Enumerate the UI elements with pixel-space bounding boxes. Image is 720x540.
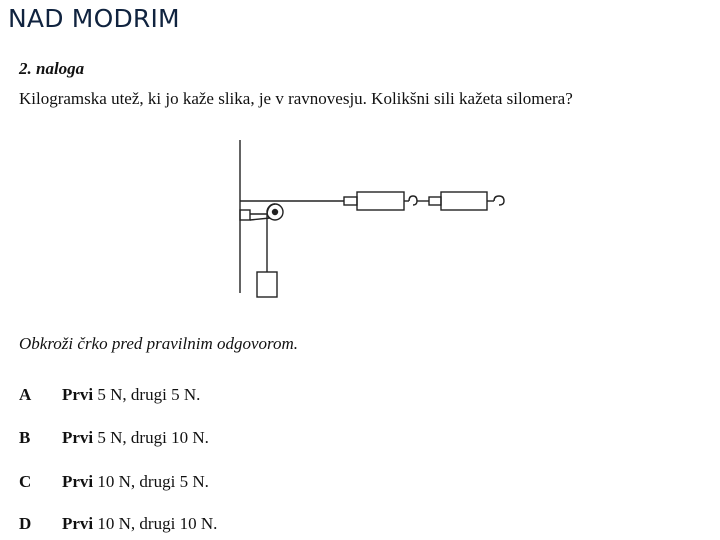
option-text (62, 514, 217, 534)
option-lead: Prvi (62, 514, 94, 533)
answer-instruction: Obkroži črko pred pravilnim odgovorom. (19, 334, 299, 353)
option-text (62, 472, 209, 492)
spring-scale-2-body (441, 192, 487, 210)
option-text (62, 428, 209, 448)
option-letter: C (19, 472, 32, 491)
option-lead: Prvi (62, 385, 94, 404)
spring-scale-2-hook (494, 196, 504, 205)
pulley-bracket (240, 210, 250, 220)
spring-scale-1-hook (409, 196, 417, 205)
option-letter: A (19, 385, 32, 404)
slide-title: NAD MODRIM (8, 4, 180, 33)
option-rest: 10 N, drugi 10 N. (93, 514, 218, 533)
task-heading: 2. naloga (19, 59, 85, 78)
weight-block (257, 272, 277, 297)
option-letter: D (19, 514, 32, 533)
option-text (62, 385, 200, 405)
spring-scale-2-end (429, 197, 441, 205)
spring-scale-1-end (344, 197, 357, 205)
option-letter: B (19, 428, 31, 447)
pulley-diagram (230, 135, 520, 305)
option-lead: Prvi (62, 428, 94, 447)
spring-scale-1-body (357, 192, 404, 210)
option-lead: Prvi (62, 472, 94, 491)
option-rest: 10 N, drugi 5 N. (93, 472, 209, 491)
option-rest: 5 N, drugi 5 N. (93, 385, 201, 404)
pulley-axle (273, 210, 278, 215)
option-rest: 5 N, drugi 10 N. (93, 428, 209, 447)
task-question: Kilogramska utež, ki jo kaže slika, je v ravnovesju. Kolikšni sili kažeta silomera? (19, 89, 573, 108)
